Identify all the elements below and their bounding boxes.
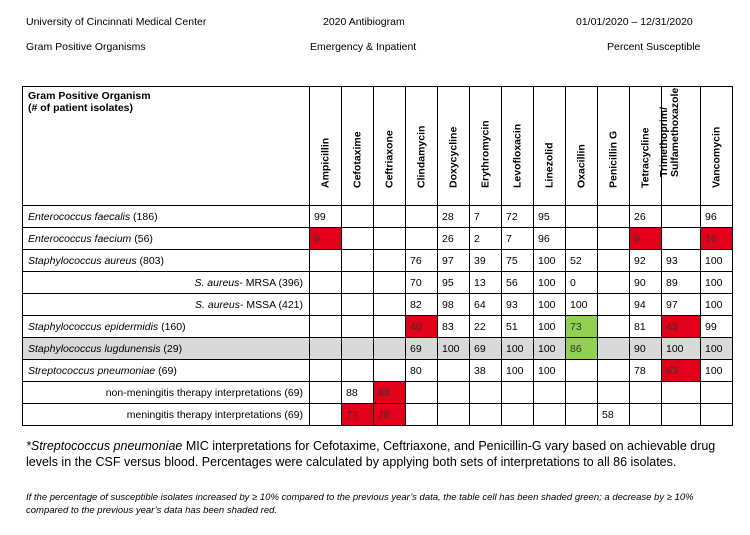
susceptibility-cell: 77 (342, 404, 374, 426)
susceptibility-cell (566, 228, 598, 250)
antibiotic-header: Cefotaxime (342, 87, 374, 206)
susceptibility-cell: 93 (502, 294, 534, 316)
susceptibility-cell: 100 (701, 250, 733, 272)
antibiotic-header: Erythromycin (470, 87, 502, 206)
susceptibility-cell: 96 (534, 228, 566, 250)
corner-subtitle: (# of patient isolates) (28, 102, 134, 114)
susceptibility-cell: 99 (701, 316, 733, 338)
susceptibility-cell: 13 (470, 272, 502, 294)
susceptibility-cell (310, 404, 342, 426)
susceptibility-cell (566, 382, 598, 404)
susceptibility-cell: 76 (406, 250, 438, 272)
organism-row (23, 272, 733, 294)
susceptibility-cell: 100 (534, 294, 566, 316)
susceptibility-cell (598, 338, 630, 360)
organism-genus: Streptococcus pneumoniae (28, 364, 156, 377)
susceptibility-cell: 40 (406, 316, 438, 338)
organism-genus: Enterococcus faecalis (28, 210, 131, 223)
susceptibility-cell: 69 (470, 338, 502, 360)
susceptibility-cell (470, 404, 502, 426)
susceptibility-cell (310, 294, 342, 316)
susceptibility-cell (566, 206, 598, 228)
susceptibility-cell (374, 316, 406, 338)
susceptibility-cell (310, 382, 342, 404)
organism-row (23, 404, 733, 426)
note-organism: *Streptococcus pneumoniae (26, 439, 183, 453)
susceptibility-cell: 56 (502, 272, 534, 294)
susceptibility-cell: 28 (438, 206, 470, 228)
susceptibility-cell (406, 382, 438, 404)
note-text: MIC interpretations for Cefotaxime, Ceftriaxone, and Penicillin-G vary based on achievable drug levels in the CSF versus blood. Percentages were calculated by applying both sets of interpretations to all 86 isolates. (26, 439, 716, 469)
susceptibility-cell (374, 338, 406, 360)
susceptibility-cell (662, 228, 701, 250)
susceptibility-cell: 16 (701, 228, 733, 250)
susceptibility-cell: 64 (470, 294, 502, 316)
susceptibility-cell (662, 404, 701, 426)
susceptibility-cell: 93 (662, 250, 701, 272)
susceptibility-cell: 78 (374, 404, 406, 426)
susceptibility-cell (598, 250, 630, 272)
susceptibility-cell: 86 (566, 338, 598, 360)
susceptibility-cell (630, 404, 662, 426)
susceptibility-cell: 52 (566, 250, 598, 272)
susceptibility-cell: 38 (470, 360, 502, 382)
susceptibility-cell: 97 (662, 294, 701, 316)
antibiogram-table (22, 86, 733, 426)
susceptibility-cell: 96 (701, 206, 733, 228)
antibiotic-header: Vancomycin (701, 87, 733, 206)
susceptibility-cell (310, 360, 342, 382)
organism-name (23, 294, 310, 316)
antibiotic-header: Trimethoprim/ Sulfamethoxazole (662, 87, 701, 206)
susceptibility-cell (470, 382, 502, 404)
antibiotic-header: Tetracycline (630, 87, 662, 206)
susceptibility-cell: 88 (374, 382, 406, 404)
susceptibility-cell (630, 382, 662, 404)
antibiotic-header: Clindamycin (406, 87, 438, 206)
susceptibility-cell: 98 (438, 294, 470, 316)
susceptibility-cell: 9 (310, 228, 342, 250)
organism-row (23, 316, 733, 338)
susceptibility-cell: 43 (662, 316, 701, 338)
susceptibility-cell: 58 (598, 404, 630, 426)
susceptibility-cell: 100 (534, 272, 566, 294)
susceptibility-cell: 89 (662, 272, 701, 294)
susceptibility-cell (598, 206, 630, 228)
susceptibility-cell (534, 382, 566, 404)
susceptibility-cell (342, 360, 374, 382)
susceptibility-cell (566, 404, 598, 426)
isolate-count: (69) (155, 364, 177, 377)
susceptibility-cell: 81 (630, 316, 662, 338)
susceptibility-cell: 26 (438, 228, 470, 250)
organism-name (23, 206, 310, 228)
susceptibility-cell (374, 272, 406, 294)
susceptibility-cell (342, 206, 374, 228)
susceptibility-cell: 100 (534, 360, 566, 382)
antibiotic-header: Levofloxacin (502, 87, 534, 206)
susceptibility-cell: 92 (630, 250, 662, 272)
organism-row (23, 294, 733, 316)
organism-genus: Staphylococcus lugdunensis (28, 342, 161, 355)
susceptibility-cell (566, 360, 598, 382)
isolate-count: - MSSA (421) (239, 298, 303, 311)
susceptibility-cell (342, 272, 374, 294)
susceptibility-cell (438, 404, 470, 426)
susceptibility-cell: 100 (534, 250, 566, 272)
susceptibility-cell (406, 228, 438, 250)
susceptibility-cell: 100 (701, 272, 733, 294)
susceptibility-cell (598, 272, 630, 294)
susceptibility-cell: 69 (406, 338, 438, 360)
susceptibility-cell (598, 382, 630, 404)
organism-name: non-meningitis therapy interpretations (69) (23, 382, 310, 404)
organism-genus: Staphylococcus aureus (28, 254, 137, 267)
susceptibility-cell: 100 (502, 360, 534, 382)
organism-name (23, 338, 310, 360)
susceptibility-cell (310, 250, 342, 272)
susceptibility-cell: 100 (701, 294, 733, 316)
susceptibility-cell: 26 (630, 206, 662, 228)
organism-name (23, 272, 310, 294)
antibiotic-header: Ampicillin (310, 87, 342, 206)
susceptibility-cell: 100 (566, 294, 598, 316)
susceptibility-cell: 100 (534, 338, 566, 360)
susceptibility-cell: 100 (701, 360, 733, 382)
organism-row (23, 338, 733, 360)
susceptibility-cell: 72 (502, 206, 534, 228)
antibiotic-header-row (23, 87, 733, 206)
organism-row (23, 360, 733, 382)
organism-subgroup: S. aureus (195, 298, 240, 311)
susceptibility-cell (502, 404, 534, 426)
susceptibility-cell: 78 (630, 360, 662, 382)
organism-name: meningitis therapy interpretations (69) (23, 404, 310, 426)
organism-row (23, 206, 733, 228)
susceptibility-cell (502, 382, 534, 404)
susceptibility-cell: 90 (630, 272, 662, 294)
organism-row (23, 228, 733, 250)
susceptibility-cell (342, 250, 374, 272)
organism-genus: Enterococcus faecium (28, 232, 132, 245)
susceptibility-cell (374, 250, 406, 272)
organism-name (23, 360, 310, 382)
susceptibility-cell: 83 (438, 316, 470, 338)
susceptibility-cell: 51 (502, 316, 534, 338)
institution-name: University of Cincinnati Medical Center (26, 16, 207, 28)
susceptibility-cell (342, 228, 374, 250)
isolate-count: - MRSA (396) (239, 276, 303, 289)
susceptibility-cell (310, 272, 342, 294)
susceptibility-cell (342, 338, 374, 360)
susceptibility-cell: 95 (438, 272, 470, 294)
susceptibility-cell: 90 (630, 338, 662, 360)
susceptibility-cell: 100 (438, 338, 470, 360)
shading-footnote: If the percentage of susceptible isolates increased by ≥ 10% compared to the previous year’s data, the table cell has been shaded green; a decrease by ≥ 10% compared to the previous year’s data has been shaded red. (26, 492, 694, 516)
organism-genus: Staphylococcus epidermidis (28, 320, 159, 333)
susceptibility-cell: 95 (534, 206, 566, 228)
susceptibility-cell: 88 (342, 382, 374, 404)
susceptibility-cell: 94 (630, 294, 662, 316)
susceptibility-cell: 100 (662, 338, 701, 360)
organism-subgroup: S. aureus (194, 276, 240, 289)
susceptibility-cell: 99 (310, 206, 342, 228)
susceptibility-cell (598, 316, 630, 338)
susceptibility-cell (374, 294, 406, 316)
isolate-count: (56) (131, 232, 153, 245)
susceptibility-cell: 22 (470, 316, 502, 338)
susceptibility-cell (662, 206, 701, 228)
pneumoniae-note (26, 438, 726, 470)
susceptibility-cell: 100 (701, 338, 733, 360)
organism-name (23, 228, 310, 250)
susceptibility-cell: 100 (502, 338, 534, 360)
isolate-count: (29) (160, 342, 183, 355)
isolate-count: (186) (130, 210, 158, 223)
antibiotic-header: Penicillin G (598, 87, 630, 206)
susceptibility-cell (310, 316, 342, 338)
susceptibility-cell (342, 294, 374, 316)
susceptibility-cell (598, 360, 630, 382)
susceptibility-cell (438, 382, 470, 404)
susceptibility-cell (598, 228, 630, 250)
susceptibility-cell (534, 404, 566, 426)
corner-title: Gram Positive Organism (28, 90, 151, 102)
susceptibility-cell: 39 (470, 250, 502, 272)
susceptibility-cell (438, 360, 470, 382)
susceptibility-cell (598, 294, 630, 316)
susceptibility-cell: 0 (566, 272, 598, 294)
organism-row (23, 250, 733, 272)
organism-row (23, 382, 733, 404)
organism-name (23, 316, 310, 338)
susceptibility-cell (701, 382, 733, 404)
report-title: 2020 Antibiogram (323, 16, 405, 28)
antibiotic-header: Doxycycline (438, 87, 470, 206)
susceptibility-cell: 63 (662, 360, 701, 382)
care-setting: Emergency & Inpatient (310, 41, 417, 53)
organism-name (23, 250, 310, 272)
susceptibility-cell: 75 (502, 250, 534, 272)
susceptibility-cell: 2 (470, 228, 502, 250)
antibiotic-header: Linezolid (534, 87, 566, 206)
metric-label: Percent Susceptible (607, 41, 701, 53)
organism-group: Gram Positive Organisms (26, 41, 146, 53)
susceptibility-cell (701, 404, 733, 426)
susceptibility-cell: 97 (438, 250, 470, 272)
susceptibility-cell: 70 (406, 272, 438, 294)
susceptibility-cell (374, 228, 406, 250)
susceptibility-cell: 100 (534, 316, 566, 338)
isolate-count: (160) (158, 320, 186, 333)
date-range: 01/01/2020 – 12/31/2020 (576, 16, 693, 28)
susceptibility-cell (406, 206, 438, 228)
susceptibility-cell: 80 (406, 360, 438, 382)
susceptibility-cell (310, 338, 342, 360)
antibiotic-header: Ceftriaxone (374, 87, 406, 206)
susceptibility-cell (662, 382, 701, 404)
organism-column-header (23, 87, 310, 206)
susceptibility-cell: 73 (566, 316, 598, 338)
susceptibility-cell: 82 (406, 294, 438, 316)
susceptibility-cell (342, 316, 374, 338)
susceptibility-cell (374, 360, 406, 382)
antibiotic-header: Oxacillin (566, 87, 598, 206)
susceptibility-cell: 9 (630, 228, 662, 250)
isolate-count: (803) (136, 254, 165, 267)
susceptibility-cell: 7 (502, 228, 534, 250)
susceptibility-cell (374, 206, 406, 228)
susceptibility-cell (406, 404, 438, 426)
susceptibility-cell: 7 (470, 206, 502, 228)
